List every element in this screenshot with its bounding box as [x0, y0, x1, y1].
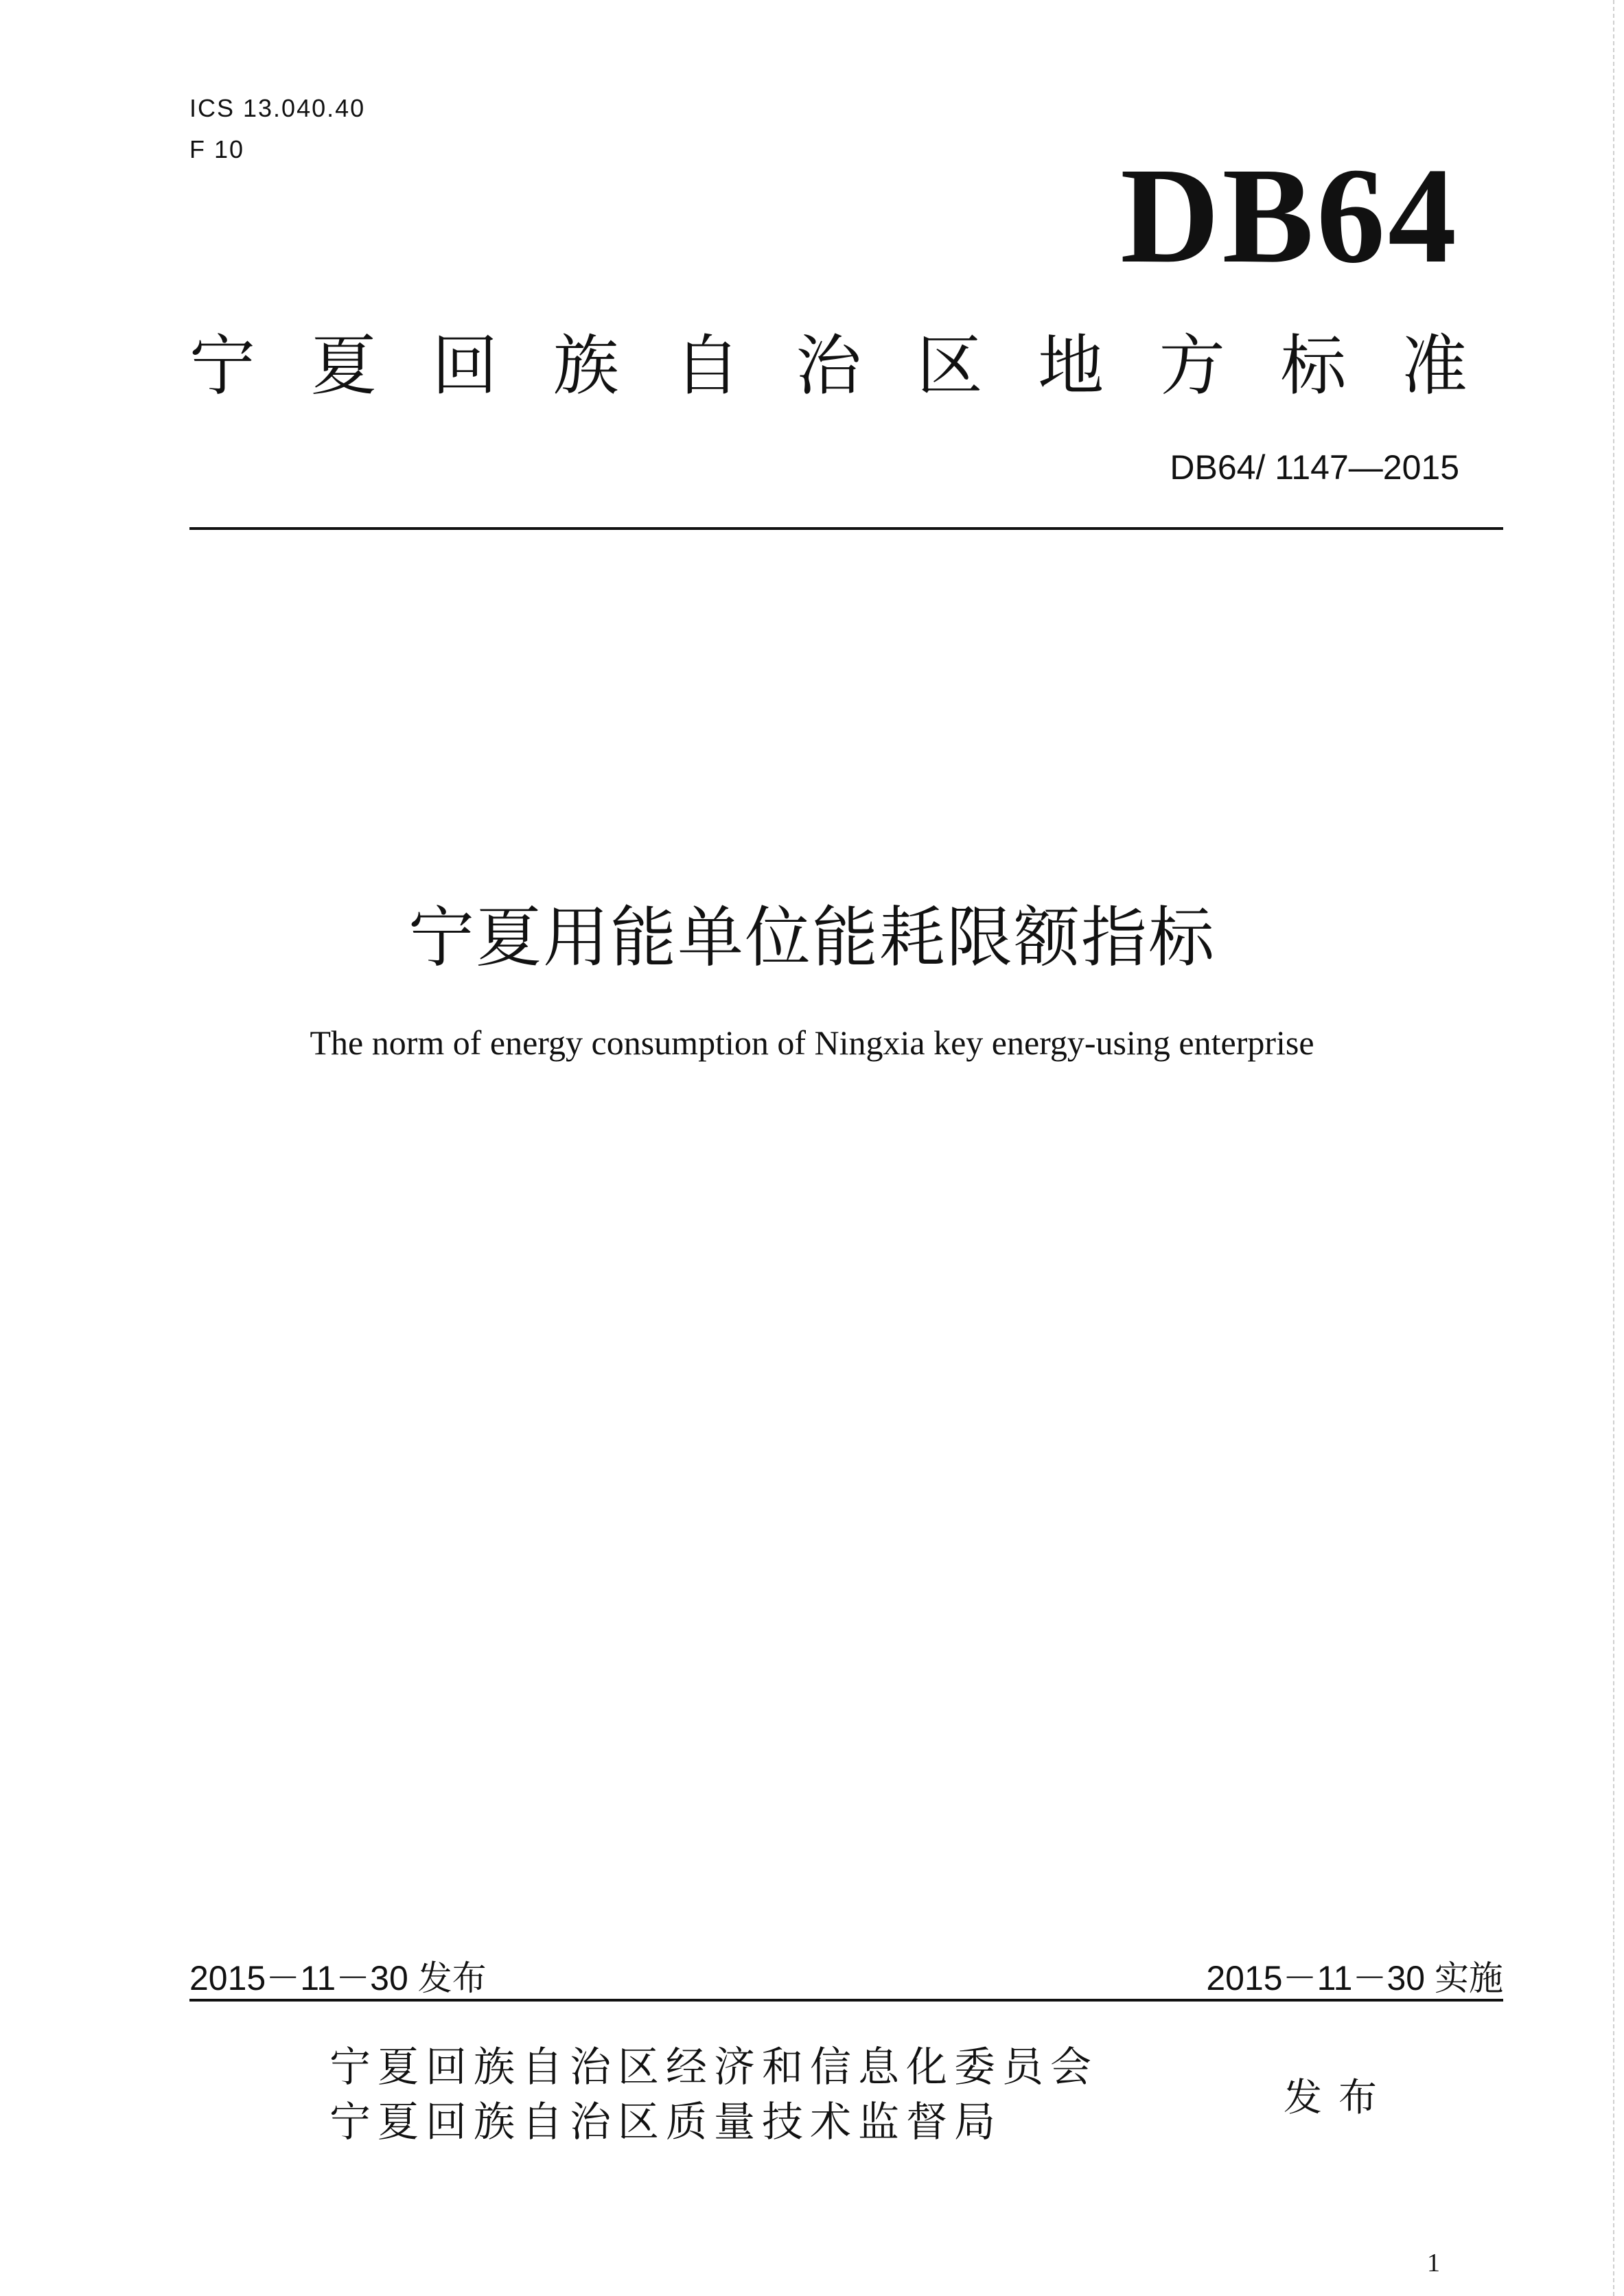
- standard-type-heading: [189, 316, 1468, 405]
- standard-type-char: 族: [553, 327, 619, 404]
- standard-type-char: 夏: [310, 327, 377, 404]
- publisher-name: 宁夏回族自治区经济和信息化委员会: [329, 2043, 1098, 2091]
- standard-number: DB64/ 1147—2015: [1170, 448, 1459, 487]
- ics-code: ICS 13.040.40: [189, 94, 366, 122]
- standard-type-char: 标: [1280, 327, 1347, 404]
- document-title-chinese: 宁夏用能单位能耗限额指标: [408, 899, 1216, 976]
- standard-type-char: 回: [432, 327, 498, 404]
- document-title-english: The norm of energy consumption of Ningxia key energy-using enterprise: [310, 1023, 1314, 1062]
- standard-type-char: 区: [916, 327, 983, 404]
- page-number: 1: [1427, 2249, 1440, 2277]
- publisher-name: 宁夏回族自治区质量技术监督局: [329, 2098, 1002, 2146]
- standard-type-char: 治: [795, 327, 861, 404]
- implement-date: 2015－11－30 实施: [1206, 1959, 1503, 1997]
- footer-divider: [189, 1999, 1503, 2002]
- standard-type-char: 地: [1038, 327, 1104, 404]
- standard-type-char: 准: [1401, 327, 1468, 404]
- publisher-list: [329, 2040, 1098, 2150]
- standard-type-char: 方: [1159, 327, 1225, 404]
- standard-type-char: 自: [674, 327, 741, 404]
- classification-codes: [189, 88, 365, 170]
- standard-logo: DB64: [1120, 140, 1459, 292]
- publish-action: 发布: [1284, 2076, 1393, 2120]
- ccs-code: F 10: [189, 135, 245, 163]
- standard-type-char: 宁: [189, 327, 255, 404]
- header-divider: [189, 527, 1503, 530]
- scan-edge-line: [1613, 0, 1614, 2296]
- publish-date: 2015－11－30 发布: [189, 1959, 487, 1997]
